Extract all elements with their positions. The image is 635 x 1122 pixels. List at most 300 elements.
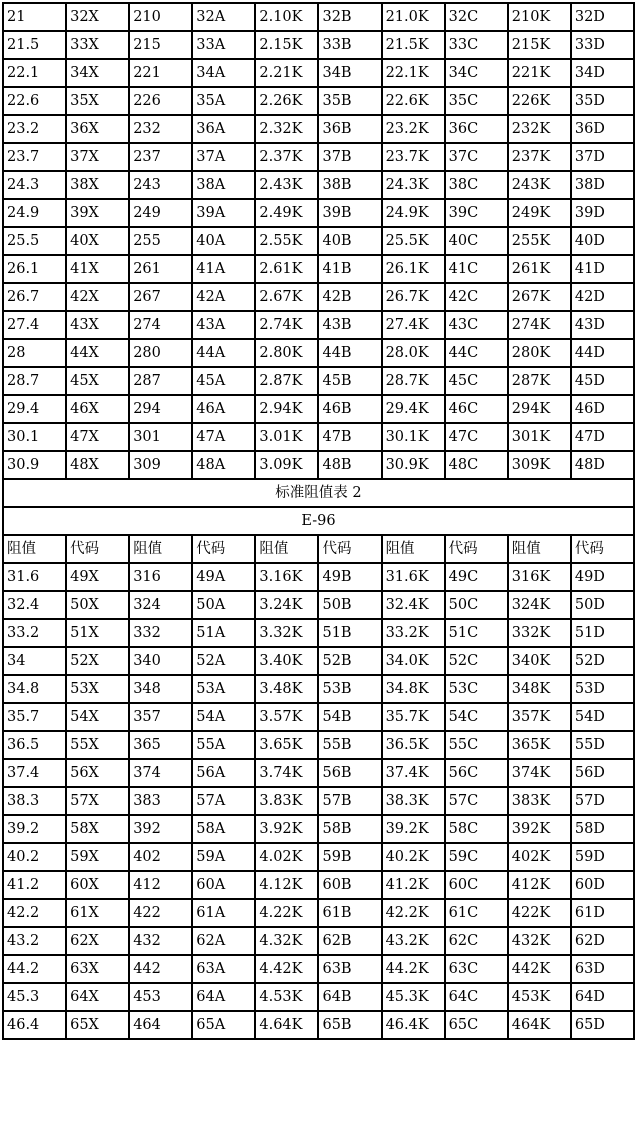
resistance-value-cell: 267 xyxy=(129,283,192,311)
resistance-value-cell: 3.32K xyxy=(255,619,318,647)
resistance-value-cell: 33.2 xyxy=(3,619,66,647)
code-cell: 54X xyxy=(66,703,129,731)
resistance-value-cell: 4.02K xyxy=(255,843,318,871)
resistance-value-cell: 2.67K xyxy=(255,283,318,311)
code-cell: 61A xyxy=(192,899,255,927)
table-row xyxy=(3,311,634,339)
code-cell: 32C xyxy=(445,3,508,31)
code-cell: 49B xyxy=(318,563,381,591)
resistance-value-cell: 392K xyxy=(508,815,571,843)
resistance-value-cell: 40.2K xyxy=(382,843,445,871)
code-cell: 32A xyxy=(192,3,255,31)
resistance-value-cell: 26.1 xyxy=(3,255,66,283)
resistance-value-cell: 432K xyxy=(508,927,571,955)
header-code: 代码 xyxy=(445,535,508,563)
table-row xyxy=(3,675,634,703)
code-cell: 54D xyxy=(571,703,634,731)
code-cell: 38A xyxy=(192,171,255,199)
resistance-value-cell: 45.3 xyxy=(3,983,66,1011)
code-cell: 48D xyxy=(571,451,634,479)
resistance-value-cell: 392 xyxy=(129,815,192,843)
code-cell: 38X xyxy=(66,171,129,199)
header-code: 代码 xyxy=(571,535,634,563)
resistance-value-cell: 2.55K xyxy=(255,227,318,255)
resistance-value-cell: 340 xyxy=(129,647,192,675)
code-cell: 60A xyxy=(192,871,255,899)
resistance-value-cell: 294K xyxy=(508,395,571,423)
code-cell: 45D xyxy=(571,367,634,395)
code-cell: 57X xyxy=(66,787,129,815)
resistance-value-cell: 39.2 xyxy=(3,815,66,843)
code-cell: 37X xyxy=(66,143,129,171)
resistance-value-cell: 28.7K xyxy=(382,367,445,395)
header-resistance: 阻值 xyxy=(3,535,66,563)
code-cell: 62C xyxy=(445,927,508,955)
table-row xyxy=(3,591,634,619)
table-row xyxy=(3,759,634,787)
code-cell: 62A xyxy=(192,927,255,955)
resistance-value-cell: 23.2K xyxy=(382,115,445,143)
table-row xyxy=(3,59,634,87)
resistance-value-cell: 357K xyxy=(508,703,571,731)
code-cell: 61C xyxy=(445,899,508,927)
resistance-value-cell: 280K xyxy=(508,339,571,367)
code-cell: 47A xyxy=(192,423,255,451)
resistance-value-cell: 40.2 xyxy=(3,843,66,871)
resistance-value-cell: 24.9 xyxy=(3,199,66,227)
code-cell: 56A xyxy=(192,759,255,787)
resistance-value-cell: 442 xyxy=(129,955,192,983)
code-cell: 39D xyxy=(571,199,634,227)
resistance-value-cell: 340K xyxy=(508,647,571,675)
resistance-value-cell: 3.01K xyxy=(255,423,318,451)
code-cell: 35D xyxy=(571,87,634,115)
table-row xyxy=(3,563,634,591)
code-cell: 65B xyxy=(318,1011,381,1039)
code-cell: 40A xyxy=(192,227,255,255)
resistance-value-cell: 25.5K xyxy=(382,227,445,255)
table-row xyxy=(3,983,634,1011)
resistance-value-cell: 4.42K xyxy=(255,955,318,983)
code-cell: 42A xyxy=(192,283,255,311)
code-cell: 58X xyxy=(66,815,129,843)
resistance-value-cell: 22.1 xyxy=(3,59,66,87)
resistance-value-cell: 3.16K xyxy=(255,563,318,591)
resistance-value-cell: 4.53K xyxy=(255,983,318,1011)
resistance-value-cell: 3.65K xyxy=(255,731,318,759)
resistance-value-cell: 36.5 xyxy=(3,731,66,759)
code-cell: 56B xyxy=(318,759,381,787)
resistance-value-cell: 402K xyxy=(508,843,571,871)
code-cell: 46C xyxy=(445,395,508,423)
code-cell: 42C xyxy=(445,283,508,311)
resistance-value-cell: 33.2K xyxy=(382,619,445,647)
resistance-value-cell: 287 xyxy=(129,367,192,395)
resistance-value-cell: 348K xyxy=(508,675,571,703)
table-row xyxy=(3,647,634,675)
code-cell: 35B xyxy=(318,87,381,115)
code-cell: 41B xyxy=(318,255,381,283)
resistance-value-cell: 21 xyxy=(3,3,66,31)
code-cell: 33A xyxy=(192,31,255,59)
code-cell: 51A xyxy=(192,619,255,647)
code-cell: 52C xyxy=(445,647,508,675)
code-cell: 41C xyxy=(445,255,508,283)
resistance-value-cell: 348 xyxy=(129,675,192,703)
code-cell: 46D xyxy=(571,395,634,423)
code-cell: 39B xyxy=(318,199,381,227)
resistance-value-cell: 28 xyxy=(3,339,66,367)
code-cell: 63X xyxy=(66,955,129,983)
resistance-value-cell: 261K xyxy=(508,255,571,283)
code-cell: 35A xyxy=(192,87,255,115)
code-cell: 49D xyxy=(571,563,634,591)
resistance-value-cell: 26.7K xyxy=(382,283,445,311)
resistance-value-cell: 255K xyxy=(508,227,571,255)
code-cell: 60D xyxy=(571,871,634,899)
code-cell: 53C xyxy=(445,675,508,703)
code-cell: 53D xyxy=(571,675,634,703)
code-cell: 41A xyxy=(192,255,255,283)
resistance-value-cell: 221K xyxy=(508,59,571,87)
resistance-value-cell: 21.5K xyxy=(382,31,445,59)
code-cell: 55B xyxy=(318,731,381,759)
table-title-row xyxy=(3,479,634,507)
code-cell: 49A xyxy=(192,563,255,591)
resistance-value-cell: 374K xyxy=(508,759,571,787)
table-row xyxy=(3,227,634,255)
code-cell: 53X xyxy=(66,675,129,703)
code-cell: 63D xyxy=(571,955,634,983)
code-cell: 48X xyxy=(66,451,129,479)
code-cell: 60C xyxy=(445,871,508,899)
resistance-value-cell: 3.24K xyxy=(255,591,318,619)
resistance-value-cell: 210K xyxy=(508,3,571,31)
table-row xyxy=(3,619,634,647)
resistance-value-cell: 44.2K xyxy=(382,955,445,983)
code-cell: 52X xyxy=(66,647,129,675)
resistance-value-cell: 4.12K xyxy=(255,871,318,899)
resistance-value-cell: 237 xyxy=(129,143,192,171)
resistance-value-cell: 2.10K xyxy=(255,3,318,31)
table-row xyxy=(3,171,634,199)
code-cell: 39A xyxy=(192,199,255,227)
resistance-value-cell: 232 xyxy=(129,115,192,143)
resistance-value-cell: 28.0K xyxy=(382,339,445,367)
resistance-value-cell: 41.2K xyxy=(382,871,445,899)
resistance-value-cell: 38.3 xyxy=(3,787,66,815)
resistance-value-cell: 29.4K xyxy=(382,395,445,423)
code-cell: 47B xyxy=(318,423,381,451)
code-cell: 63A xyxy=(192,955,255,983)
resistance-value-cell: 301K xyxy=(508,423,571,451)
series-name: E-96 xyxy=(3,507,634,535)
code-cell: 62D xyxy=(571,927,634,955)
resistance-value-cell: 46.4 xyxy=(3,1011,66,1039)
code-cell: 54A xyxy=(192,703,255,731)
table-row xyxy=(3,927,634,955)
resistance-value-cell: 324K xyxy=(508,591,571,619)
code-cell: 36A xyxy=(192,115,255,143)
code-cell: 63B xyxy=(318,955,381,983)
code-cell: 64X xyxy=(66,983,129,1011)
resistance-value-cell: 316 xyxy=(129,563,192,591)
resistance-value-cell: 34.8K xyxy=(382,675,445,703)
resistance-value-cell: 2.87K xyxy=(255,367,318,395)
resistance-value-cell: 29.4 xyxy=(3,395,66,423)
resistance-value-cell: 332K xyxy=(508,619,571,647)
resistance-value-cell: 37.4 xyxy=(3,759,66,787)
table-row xyxy=(3,199,634,227)
code-cell: 37C xyxy=(445,143,508,171)
header-code: 代码 xyxy=(66,535,129,563)
resistance-value-cell: 243 xyxy=(129,171,192,199)
code-cell: 49X xyxy=(66,563,129,591)
code-cell: 48C xyxy=(445,451,508,479)
resistance-value-cell: 464K xyxy=(508,1011,571,1039)
resistance-value-cell: 4.64K xyxy=(255,1011,318,1039)
resistance-value-cell: 221 xyxy=(129,59,192,87)
series-row xyxy=(3,507,634,535)
code-cell: 55D xyxy=(571,731,634,759)
resistance-value-cell: 44.2 xyxy=(3,955,66,983)
resistance-value-cell: 2.74K xyxy=(255,311,318,339)
resistance-value-cell: 28.7 xyxy=(3,367,66,395)
title-rows xyxy=(3,479,634,563)
code-cell: 59D xyxy=(571,843,634,871)
resistance-value-cell: 232K xyxy=(508,115,571,143)
header-code: 代码 xyxy=(192,535,255,563)
code-cell: 61X xyxy=(66,899,129,927)
table-row xyxy=(3,843,634,871)
code-cell: 48B xyxy=(318,451,381,479)
code-cell: 54C xyxy=(445,703,508,731)
code-cell: 55C xyxy=(445,731,508,759)
resistance-value-cell: 45.3K xyxy=(382,983,445,1011)
resistance-value-cell: 249 xyxy=(129,199,192,227)
table-row xyxy=(3,255,634,283)
code-cell: 44C xyxy=(445,339,508,367)
resistance-value-cell: 27.4K xyxy=(382,311,445,339)
code-cell: 56D xyxy=(571,759,634,787)
code-cell: 62X xyxy=(66,927,129,955)
resistance-value-cell: 237K xyxy=(508,143,571,171)
resistance-value-cell: 2.94K xyxy=(255,395,318,423)
code-cell: 34X xyxy=(66,59,129,87)
resistance-value-cell: 453 xyxy=(129,983,192,1011)
resistor-value-table xyxy=(2,2,635,1040)
code-cell: 58D xyxy=(571,815,634,843)
section-1-rows xyxy=(3,3,634,479)
resistance-value-cell: 309K xyxy=(508,451,571,479)
section-2-rows xyxy=(3,563,634,1039)
header-code: 代码 xyxy=(318,535,381,563)
code-cell: 46B xyxy=(318,395,381,423)
resistance-value-cell: 3.09K xyxy=(255,451,318,479)
code-cell: 33C xyxy=(445,31,508,59)
resistance-value-cell: 26.7 xyxy=(3,283,66,311)
code-cell: 60X xyxy=(66,871,129,899)
code-cell: 55X xyxy=(66,731,129,759)
resistance-value-cell: 422 xyxy=(129,899,192,927)
resistance-value-cell: 27.4 xyxy=(3,311,66,339)
resistance-value-cell: 301 xyxy=(129,423,192,451)
code-cell: 43A xyxy=(192,311,255,339)
code-cell: 56C xyxy=(445,759,508,787)
code-cell: 38C xyxy=(445,171,508,199)
resistance-value-cell: 46.4K xyxy=(382,1011,445,1039)
resistance-value-cell: 43.2 xyxy=(3,927,66,955)
code-cell: 52A xyxy=(192,647,255,675)
code-cell: 34A xyxy=(192,59,255,87)
code-cell: 36B xyxy=(318,115,381,143)
table-row xyxy=(3,1011,634,1039)
code-cell: 40C xyxy=(445,227,508,255)
resistance-value-cell: 210 xyxy=(129,3,192,31)
code-cell: 45B xyxy=(318,367,381,395)
code-cell: 41X xyxy=(66,255,129,283)
code-cell: 57A xyxy=(192,787,255,815)
code-cell: 59X xyxy=(66,843,129,871)
code-cell: 42X xyxy=(66,283,129,311)
code-cell: 58C xyxy=(445,815,508,843)
resistance-value-cell: 226K xyxy=(508,87,571,115)
resistance-value-cell: 26.1K xyxy=(382,255,445,283)
resistance-value-cell: 23.7 xyxy=(3,143,66,171)
resistance-value-cell: 383K xyxy=(508,787,571,815)
resistance-value-cell: 316K xyxy=(508,563,571,591)
code-cell: 56X xyxy=(66,759,129,787)
table-row xyxy=(3,395,634,423)
code-cell: 64B xyxy=(318,983,381,1011)
resistance-value-cell: 3.74K xyxy=(255,759,318,787)
resistance-value-cell: 35.7 xyxy=(3,703,66,731)
code-cell: 44X xyxy=(66,339,129,367)
table-row xyxy=(3,787,634,815)
resistance-value-cell: 3.83K xyxy=(255,787,318,815)
code-cell: 35X xyxy=(66,87,129,115)
resistance-value-cell: 267K xyxy=(508,283,571,311)
resistance-value-cell: 432 xyxy=(129,927,192,955)
code-cell: 45C xyxy=(445,367,508,395)
code-cell: 46X xyxy=(66,395,129,423)
code-cell: 33B xyxy=(318,31,381,59)
resistance-value-cell: 34.8 xyxy=(3,675,66,703)
code-cell: 37A xyxy=(192,143,255,171)
code-cell: 65C xyxy=(445,1011,508,1039)
code-cell: 32B xyxy=(318,3,381,31)
resistance-value-cell: 2.26K xyxy=(255,87,318,115)
code-cell: 33D xyxy=(571,31,634,59)
code-cell: 53B xyxy=(318,675,381,703)
resistance-value-cell: 374 xyxy=(129,759,192,787)
code-cell: 61B xyxy=(318,899,381,927)
resistance-value-cell: 31.6K xyxy=(382,563,445,591)
resistance-value-cell: 43.2K xyxy=(382,927,445,955)
table-row xyxy=(3,115,634,143)
code-cell: 58B xyxy=(318,815,381,843)
table-row xyxy=(3,871,634,899)
code-cell: 42B xyxy=(318,283,381,311)
code-cell: 55A xyxy=(192,731,255,759)
code-cell: 50B xyxy=(318,591,381,619)
resistor-value-sheet xyxy=(2,2,633,1040)
table-row xyxy=(3,87,634,115)
resistance-value-cell: 24.9K xyxy=(382,199,445,227)
resistance-value-cell: 34 xyxy=(3,647,66,675)
code-cell: 57B xyxy=(318,787,381,815)
resistance-value-cell: 280 xyxy=(129,339,192,367)
resistance-value-cell: 243K xyxy=(508,171,571,199)
code-cell: 65X xyxy=(66,1011,129,1039)
table-row xyxy=(3,143,634,171)
resistance-value-cell: 2.32K xyxy=(255,115,318,143)
code-cell: 35C xyxy=(445,87,508,115)
resistance-value-cell: 22.6K xyxy=(382,87,445,115)
code-cell: 50X xyxy=(66,591,129,619)
code-cell: 52B xyxy=(318,647,381,675)
resistance-value-cell: 287K xyxy=(508,367,571,395)
code-cell: 57C xyxy=(445,787,508,815)
resistance-value-cell: 22.1K xyxy=(382,59,445,87)
table-row xyxy=(3,31,634,59)
resistance-value-cell: 32.4 xyxy=(3,591,66,619)
resistance-value-cell: 31.6 xyxy=(3,563,66,591)
resistance-value-cell: 38.3K xyxy=(382,787,445,815)
code-cell: 51X xyxy=(66,619,129,647)
resistance-value-cell: 412K xyxy=(508,871,571,899)
code-cell: 40B xyxy=(318,227,381,255)
resistance-value-cell: 294 xyxy=(129,395,192,423)
code-cell: 50D xyxy=(571,591,634,619)
resistance-value-cell: 41.2 xyxy=(3,871,66,899)
table-row xyxy=(3,955,634,983)
resistance-value-cell: 274K xyxy=(508,311,571,339)
code-cell: 43X xyxy=(66,311,129,339)
resistance-value-cell: 21.5 xyxy=(3,31,66,59)
resistance-value-cell: 35.7K xyxy=(382,703,445,731)
header-resistance: 阻值 xyxy=(508,535,571,563)
code-cell: 51C xyxy=(445,619,508,647)
code-cell: 60B xyxy=(318,871,381,899)
code-cell: 57D xyxy=(571,787,634,815)
resistance-value-cell: 25.5 xyxy=(3,227,66,255)
code-cell: 64C xyxy=(445,983,508,1011)
code-cell: 59B xyxy=(318,843,381,871)
resistance-value-cell: 383 xyxy=(129,787,192,815)
code-cell: 36C xyxy=(445,115,508,143)
code-cell: 39C xyxy=(445,199,508,227)
resistance-value-cell: 357 xyxy=(129,703,192,731)
resistance-value-cell: 324 xyxy=(129,591,192,619)
resistance-value-cell: 3.92K xyxy=(255,815,318,843)
code-cell: 40D xyxy=(571,227,634,255)
code-cell: 43D xyxy=(571,311,634,339)
code-cell: 34C xyxy=(445,59,508,87)
table-row xyxy=(3,815,634,843)
code-cell: 43B xyxy=(318,311,381,339)
table-row xyxy=(3,703,634,731)
resistance-value-cell: 226 xyxy=(129,87,192,115)
code-cell: 62B xyxy=(318,927,381,955)
resistance-value-cell: 332 xyxy=(129,619,192,647)
resistance-value-cell: 4.32K xyxy=(255,927,318,955)
table-row xyxy=(3,3,634,31)
code-cell: 44D xyxy=(571,339,634,367)
code-cell: 44A xyxy=(192,339,255,367)
resistance-value-cell: 309 xyxy=(129,451,192,479)
code-cell: 58A xyxy=(192,815,255,843)
